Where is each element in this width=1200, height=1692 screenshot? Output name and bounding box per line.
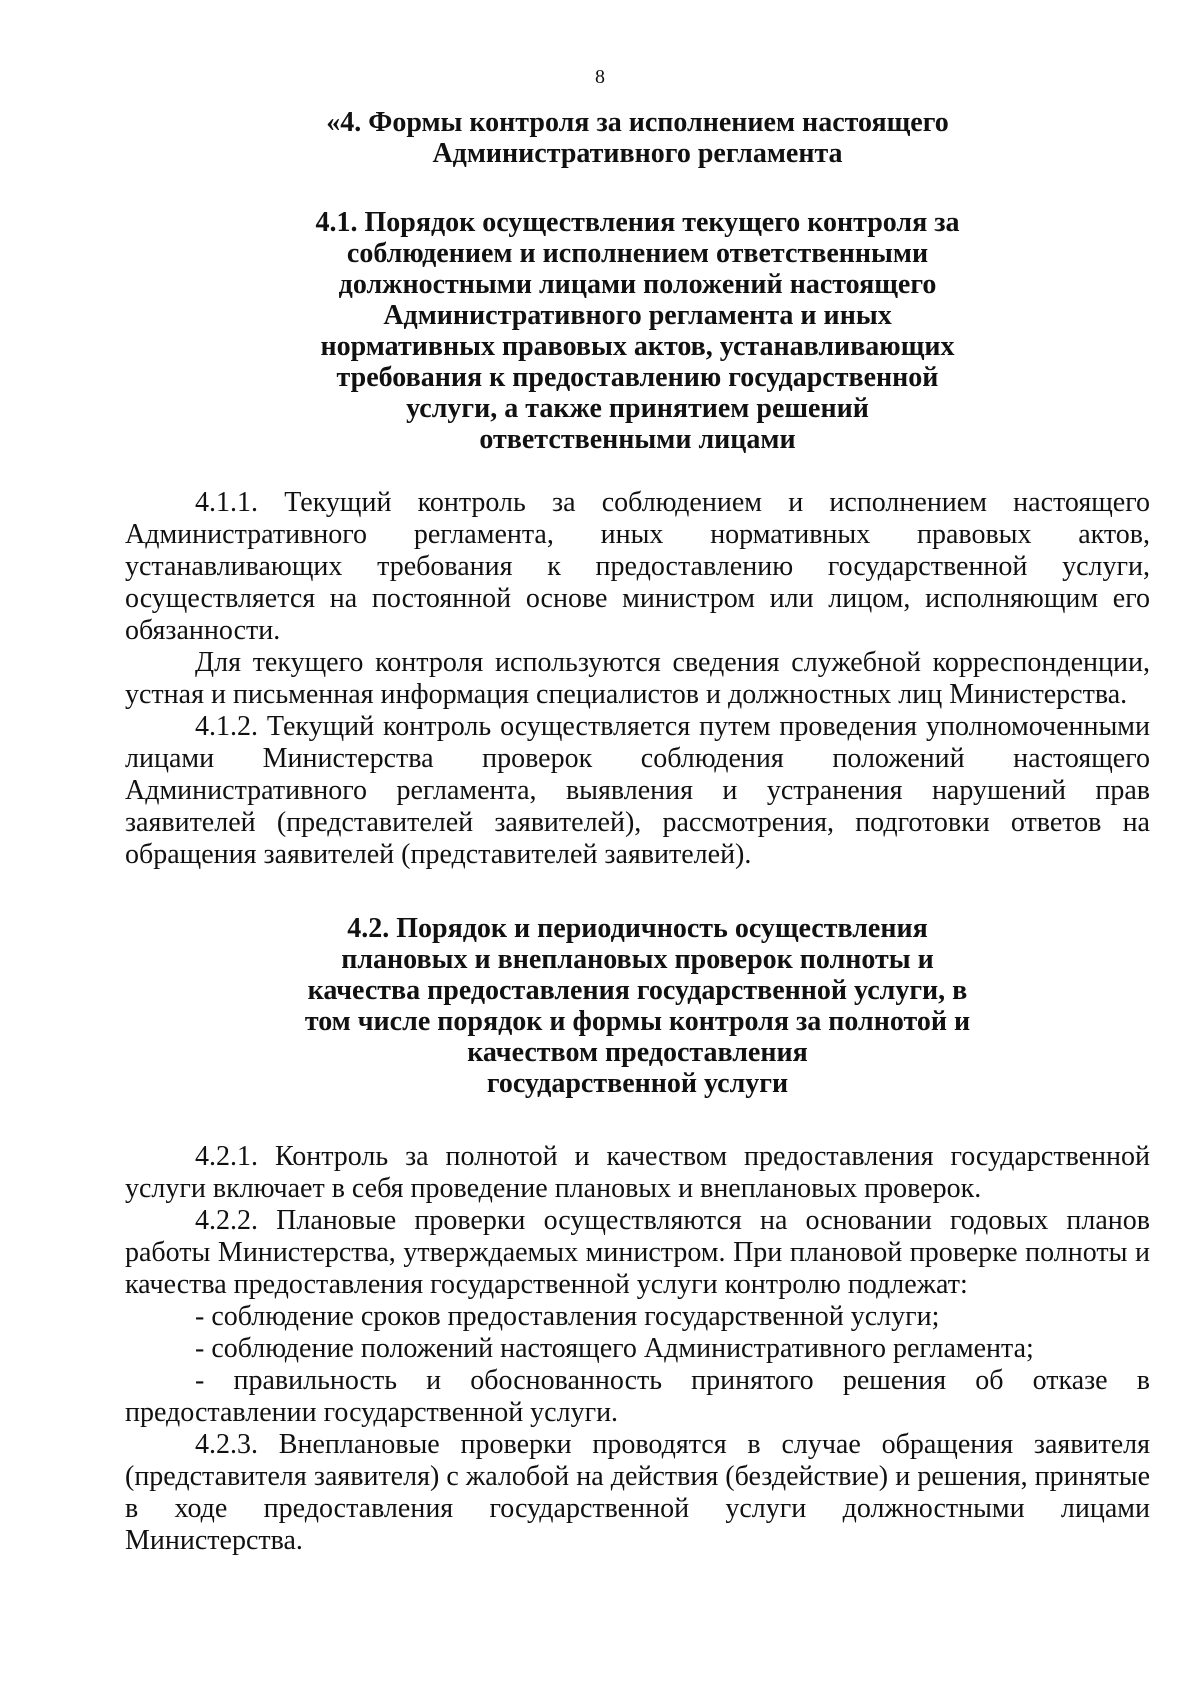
subsection-title-line: плановых и внеплановых проверок полноты и — [341, 944, 934, 975]
section-title-line: Административного регламента — [432, 138, 843, 169]
list-item: - правильность и обоснованность принятого решения об отказе в предоставлении государственной услуги. — [125, 1365, 1150, 1428]
paragraph-current-control-sources: Для текущего контроля используются сведения служебной корреспонденции, устная и письменная информация специалистов и должностных лиц Министерства. — [125, 647, 1150, 710]
subsection-title-line: 4.2. Порядок и периодичность осуществления — [347, 913, 928, 944]
subsection-title-line: качества предоставления государственной услуги, в — [307, 975, 968, 1006]
subsection-title-line: 4.1. Порядок осуществления текущего контроля за — [315, 207, 960, 238]
document-content — [125, 107, 1150, 1557]
paragraph-4-1-2: 4.1.2. Текущий контроль осуществляется путем проведения уполномоченными лицами Министерства проверок соблюдения положений настоящего Административного регламента, выявления и устранения нарушений прав заявителей (представителей заявителей), рассмотрения, подготовки ответов на обращения заявителей (представителей заявителей). — [125, 711, 1150, 870]
subsection-title-4-2 — [125, 913, 1150, 1099]
subsection-title-4-1 — [125, 207, 1150, 455]
page-number: 8 — [595, 66, 605, 88]
subsection-title-line: нормативных правовых актов, устанавливающих — [320, 331, 955, 362]
section-title-line: «4. Формы контроля за исполнением настоящего — [326, 107, 949, 138]
subsection-title-line: услуги, а также принятием решений — [406, 393, 869, 424]
list-item: - соблюдение сроков предоставления государственной услуги; — [195, 1301, 940, 1332]
subsection-title-line: должностными лицами положений настоящего — [338, 269, 937, 300]
paragraph-4-1-1: 4.1.1. Текущий контроль за соблюдением и исполнением настоящего Административного регламента, иных нормативных правовых актов, устанавливающих требования к предоставлению государственной услуги, осуществляется на постоянной основе министром или лицом, исполняющим его обязанности. — [125, 487, 1150, 646]
paragraph-4-2-3: 4.2.3. Внеплановые проверки проводятся в случае обращения заявителя (представителя заявителя) с жалобой на действия (бездействие) и решения, принятые в ходе предоставления государственной услуги должностными лицами Министерства. — [125, 1429, 1150, 1556]
subsection-title-line: требования к предоставлению государственной — [336, 362, 939, 393]
subsection-title-line: качеством предоставления — [467, 1037, 808, 1068]
subsection-title-line: соблюдением и исполнением ответственными — [346, 238, 929, 269]
paragraph-4-2-1: 4.2.1. Контроль за полнотой и качеством предоставления государственной услуги включает в себя проведение плановых и внеплановых проверок. — [125, 1141, 1150, 1204]
subsection-title-line: государственной услуги — [486, 1068, 789, 1099]
subsection-title-line: ответственными лицами — [479, 424, 796, 455]
list-item: - соблюдение положений настоящего Административного регламента; — [195, 1333, 1034, 1364]
subsection-title-line: Административного регламента и иных — [383, 300, 892, 331]
subsection-title-line: том числе порядок и формы контроля за полнотой и — [304, 1006, 971, 1037]
paragraph-4-2-2: 4.2.2. Плановые проверки осуществляются на основании годовых планов работы Министерства, утверждаемых министром. При плановой проверке полноты и качества предоставления государственной услуги контролю подлежат: — [125, 1205, 1150, 1300]
section-title — [125, 107, 1150, 169]
